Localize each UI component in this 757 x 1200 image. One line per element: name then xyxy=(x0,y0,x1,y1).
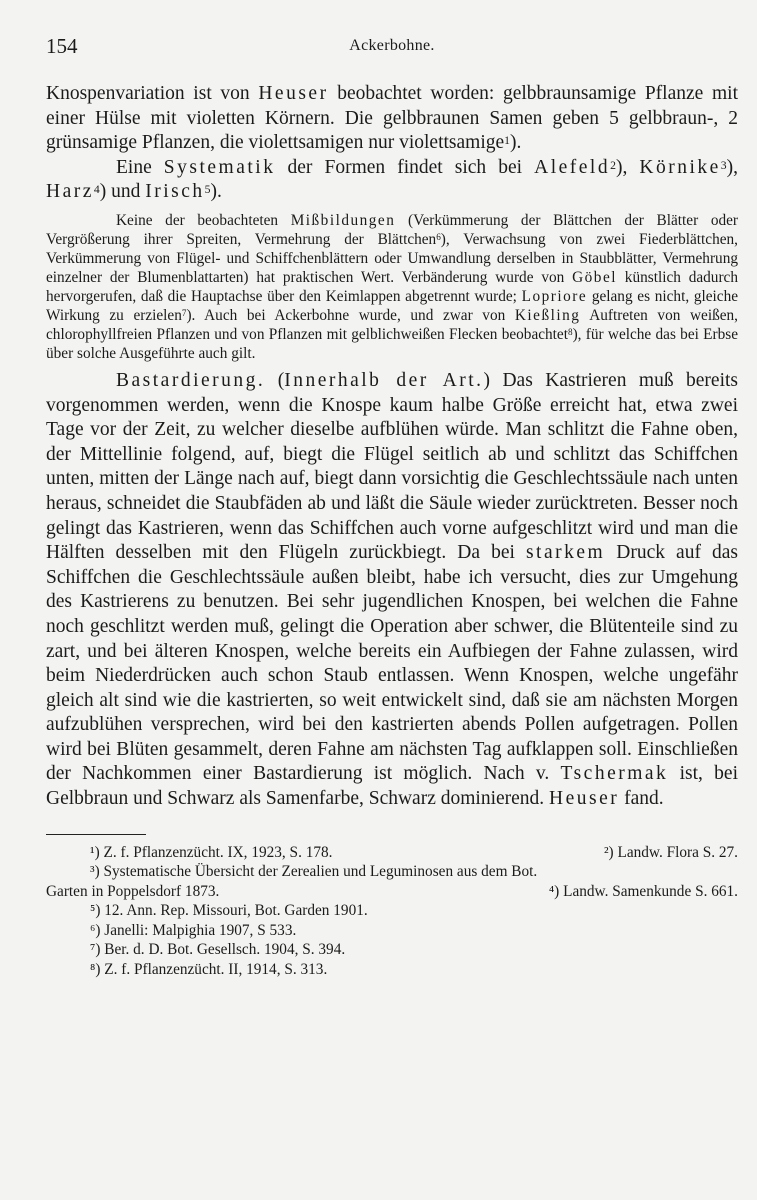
text-run: ) Das Kastrieren muß bereits vorgenommen werden, wenn die Knospe kaum halbe Größe erreicht hat, etwa zwei Tage vor der Zeit, zu welcher dieselbe aufblühen würde. Man schlitzt die Fahne oben, der Mittellinie folgend, auf, biegt die Flügel seitlich ab und schlitzt das Schiffchen unten, mitten der Länge nach auf, biegt dann vorsichtig die Geschlechtssäule nach unten heraus, schneidet die Staubfäden ab und läßt die Säule wieder zurücktreten. Besser noch gelingt das Kastrieren, wenn das Schiffchen auch vorne aufgeschlitzt wird und man die Hälften desselben mit den Flügeln zurückbiegt. Da bei xyxy=(46,369,738,564)
text-run: Eine xyxy=(116,156,164,178)
book-page xyxy=(46,34,738,979)
text-run: fand. xyxy=(619,788,664,810)
author-name: Heuser xyxy=(258,83,329,104)
footnote-ref: 2 xyxy=(610,158,616,172)
footnote-row xyxy=(46,843,738,863)
text-run: ). xyxy=(509,132,522,154)
footnote-3a: ³) Systematische Übersicht der Zerealien und Leguminosen aus dem Bot. xyxy=(90,863,538,881)
text-run: ). xyxy=(210,181,222,203)
author-name: Irisch xyxy=(145,181,205,203)
footnote-5: ⁵) 12. Ann. Rep. Missouri, Bot. Garden 1901. xyxy=(90,902,368,920)
text-run: ) und xyxy=(99,181,146,203)
text-run: ), für welche das bei Erbse über solche Ausgeführte auch gilt. xyxy=(46,325,738,362)
author-name: Alefeld xyxy=(534,156,611,178)
footnote-row xyxy=(46,882,738,902)
page-header xyxy=(46,34,738,62)
footnote-ref: 3 xyxy=(720,158,727,172)
footnotes xyxy=(46,843,738,980)
footnote-6: ⁶) Janelli: Malpighia 1907, S 533. xyxy=(90,921,297,939)
footnote-8: ⁸) Z. f. Pflanzenzücht. II, 1914, S. 313. xyxy=(90,960,328,978)
author-name: Harz xyxy=(46,181,94,203)
text-run: Keine der beobachteten xyxy=(116,211,291,229)
paragraph-systematik xyxy=(46,156,738,205)
footnote-2: ²) Landw. Flora S. 27. xyxy=(603,843,738,861)
footnote-ref: 4 xyxy=(93,183,100,197)
footnote-4: ⁴) Landw. Samenkunde S. 661. xyxy=(548,882,738,900)
text-run: künstlich dadurch hervorgerufen, daß die Hauptachse über den Keimlappen abgetrennt wurde; xyxy=(46,268,738,305)
text-run: der Formen findet sich bei xyxy=(275,156,535,178)
emphasis: starkem xyxy=(525,542,606,564)
running-title: Ackerbohne. xyxy=(349,37,435,54)
footnote-7: ⁷) Ber. d. D. Bot. Gesellsch. 1904, S. 394. xyxy=(90,941,346,959)
footnote-ref: 8 xyxy=(567,326,573,337)
emphasis: Innerhalb der Art. xyxy=(284,369,484,391)
author-name: Lopriore xyxy=(521,287,588,305)
text-run: beobachtet worden: gelbbraunsamige Pflanze mit einer Hülse mit violetten Körnern. Die gelbbraunen Samen geben 5 gelbbraun-, 2 grünsamige Pflanzen, die violettsamigen nur violettsamige xyxy=(46,83,738,154)
footnote-ref: 6 xyxy=(436,231,441,242)
page-number: 154 xyxy=(46,34,78,58)
emphasis: Systematik xyxy=(163,156,276,178)
paragraph-knospenvariation xyxy=(46,82,738,156)
footnote-rule xyxy=(46,834,146,835)
paragraph-bastardierung xyxy=(46,369,738,812)
footnote-3b: Garten in Poppelsdorf 1873. xyxy=(46,882,220,900)
author-name: Göbel xyxy=(572,268,617,286)
author-name: Tschermak xyxy=(560,763,669,785)
author-name: Kießling xyxy=(514,306,581,324)
text-run: Druck auf das Schiffchen die Geschlechtssäule außen bleibt, habe ich versucht, dies zur Umgehung des Kastrierens zu benutzen. Bei sehr jugendlichen Knospen, bei welchen die Fahne noch geschlitzt werden muß, gelingt die Operation aber schwer, die Blütenteile sind zu zart, und bei älteren Knospen, welche bereits ein Aufbiegen der Fahne zulassen, wird beim Niederdrücken auch schon Staub entlassen. Wenn Knospen, welche ungefähr gleich alt sind wie die kastrierten, so weit entwickelt sind, daß sie am nächsten Morgen aufzublühen versprechen, wird bei den kastrierten abends Pollen aufgetragen. Pollen wird bei Blüten gesammelt, deren Fahne am nächsten Tag aufklappen soll. Einschließen der Nachkommen einer Bastardierung ist möglich. Nach v. xyxy=(46,542,738,785)
text-run: ), xyxy=(615,156,640,178)
paragraph-missbildungen xyxy=(46,211,738,363)
text-run: ( xyxy=(265,369,285,391)
emphasis: Mißbildungen xyxy=(290,211,396,229)
text-run: ), Verwachsung von zwei Fiederblättchen, Verkümmerung von Flügel- und Schiffchenblättern oder Umwandlung derselben in Staubblätter, Vermehrung einzelner der Blumenblattarten) hat praktischen Wert. Verbänderung wurde von xyxy=(46,230,739,286)
text-run: gelang es nicht, gleiche Wirkung zu erzielen xyxy=(46,287,739,324)
footnote-ref: 7 xyxy=(181,307,187,318)
section-heading: Bastardierung. xyxy=(116,369,266,391)
footnote-1: ¹) Z. f. Pflanzenzücht. IX, 1923, S. 178. xyxy=(90,843,333,861)
text-run: Auftreten von weißen, chlorophyllfreien Pflanzen und von Pflanzen mit gelblichweißen Flecken beobachtet xyxy=(46,306,738,343)
text-run: ). Auch bei Ackerbohne wurde, und zwar von xyxy=(186,306,515,324)
text-run: (Verkümmerung der Blättchen der Blätter oder Vergrößerung ihrer Spreiten, Vermehrung der Blättchen xyxy=(46,211,738,248)
author-name: Heuser xyxy=(549,788,620,810)
author-name: Körnike xyxy=(639,156,721,178)
footnote-ref: 1 xyxy=(504,134,510,148)
text-run: ), xyxy=(726,156,739,178)
footnote-ref: 5 xyxy=(204,183,211,197)
text-run: Knospenvariation ist von xyxy=(46,83,259,104)
text-run: ist, bei Gelbbraun und Schwarz als Samenfarbe, Schwarz dominierend. xyxy=(46,763,738,810)
